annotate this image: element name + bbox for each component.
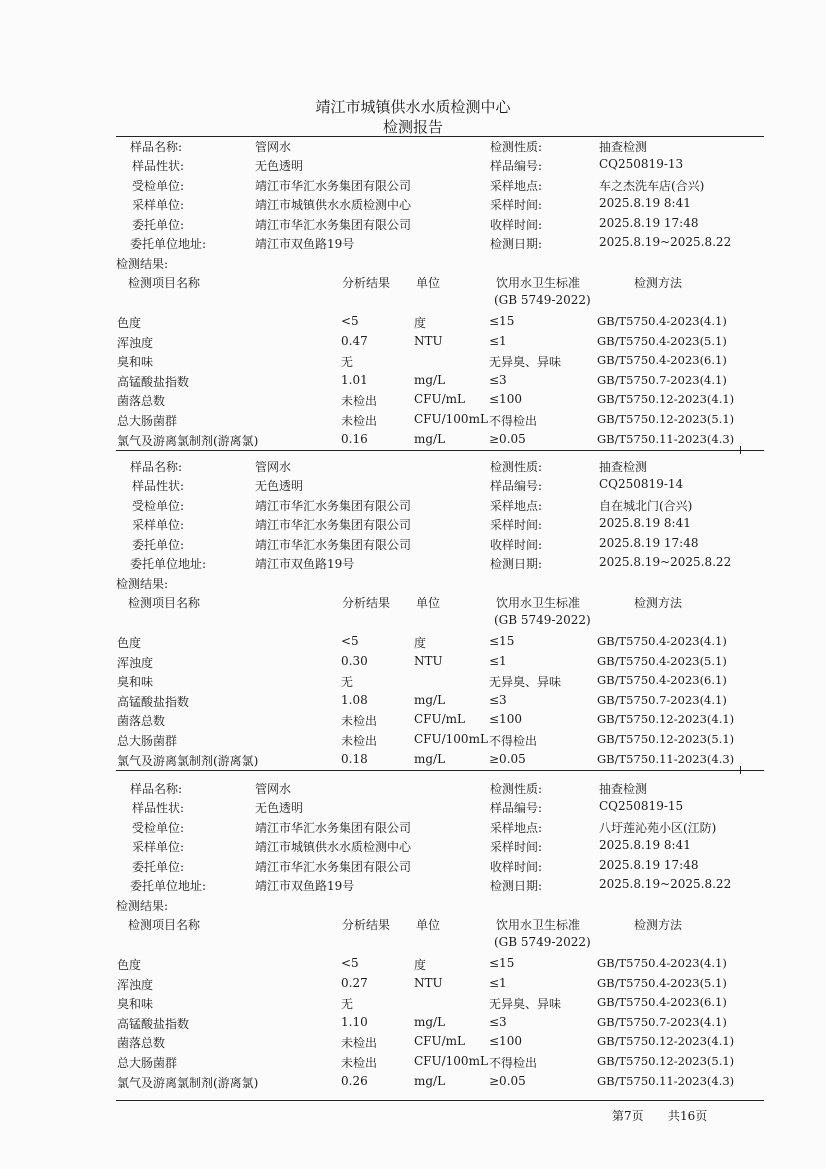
info-value-sample-state: 无色透明 <box>255 801 304 816</box>
info-value-test-date: 2025.8.19~2025.8.22 <box>599 877 732 891</box>
cell-item: 浑浊度 <box>117 335 154 350</box>
info-label-client-unit: 委托单位: <box>132 537 185 552</box>
cell-standard: ≤15 <box>489 956 515 970</box>
info-label-receive-time: 收样时间: <box>490 217 543 232</box>
cell-result: 1.08 <box>341 692 368 707</box>
info-label-sample-no: 样品编号: <box>490 159 543 174</box>
cell-method: GB/T5750.12-2023(5.1) <box>597 412 735 426</box>
info-value-client-unit: 靖江市华汇水务集团有限公司 <box>255 537 412 552</box>
cell-unit: CFU/mL <box>414 392 466 407</box>
cell-unit: CFU/100mL <box>414 732 488 746</box>
cell-standard: ≥0.05 <box>489 1073 526 1088</box>
cell-standard: 无异臭、异味 <box>489 997 562 1012</box>
cell-result: 0.18 <box>341 751 368 766</box>
col-header-result: 分析结果 <box>342 918 391 932</box>
cell-unit: NTU <box>414 653 443 668</box>
col-header-method: 检测方法 <box>634 596 683 610</box>
info-label-receive-time: 收样时间: <box>490 859 543 874</box>
info-label-sampling-site: 采样地点: <box>490 178 543 193</box>
cell-result: 0.16 <box>341 431 368 446</box>
cell-unit: mg/L <box>414 1073 446 1088</box>
info-value-sample-no: CQ250819-14 <box>599 477 684 492</box>
info-value-sampling-unit: 靖江市华汇水务集团有限公司 <box>255 518 412 533</box>
results-label: 检测结果: <box>116 257 169 271</box>
info-value-sampling-site: 车之杰洗车店(合兴) <box>599 178 705 193</box>
cell-unit: mg/L <box>414 692 446 707</box>
cell-standard: ≤100 <box>489 392 522 407</box>
cell-standard: ≥0.05 <box>489 431 526 446</box>
info-value-sampling-site: 自在城北门(合兴) <box>599 498 693 513</box>
col-header-standard: 饮用水卫生标准 <box>496 596 581 610</box>
cell-method: GB/T5750.12-2023(5.1) <box>597 732 735 746</box>
info-value-client-address: 靖江市双鱼路19号 <box>255 557 355 571</box>
info-value-test-nature: 抽查检测 <box>599 140 648 154</box>
cell-result: 1.10 <box>341 1014 368 1029</box>
info-label-sample-no: 样品编号: <box>490 479 543 494</box>
info-value-sample-no: CQ250819-13 <box>599 157 684 172</box>
cell-standard: 不得检出 <box>489 734 538 748</box>
cell-result: 无 <box>341 997 354 1012</box>
cell-method: GB/T5750.7-2023(4.1) <box>597 372 727 387</box>
cell-standard: ≤100 <box>489 712 522 727</box>
info-label-sample-name: 样品名称: <box>130 782 183 796</box>
separator-tick <box>740 446 741 454</box>
cell-result: 未检出 <box>341 734 378 748</box>
cell-method: GB/T5750.12-2023(4.1) <box>597 392 735 407</box>
info-value-inspected-unit: 靖江市华汇水务集团有限公司 <box>255 178 412 193</box>
col-header-method: 检测方法 <box>634 276 683 290</box>
info-value-sampling-unit: 靖江市城镇供水水质检测中心 <box>255 198 412 213</box>
cell-method: GB/T5750.7-2023(4.1) <box>597 1014 727 1029</box>
cell-result: 未检出 <box>341 1036 378 1051</box>
page-number: 第7页 <box>612 1109 644 1123</box>
cell-result: 无 <box>341 675 354 690</box>
cell-method: GB/T5750.4-2023(4.1) <box>597 634 727 648</box>
info-label-sample-name: 样品名称: <box>130 140 183 154</box>
cell-item: 高锰酸盐指数 <box>117 1016 190 1031</box>
col-header-unit: 单位 <box>416 276 441 290</box>
cell-method: GB/T5750.4-2023(5.1) <box>597 975 727 990</box>
cell-item: 菌落总数 <box>117 394 166 409</box>
cell-method: GB/T5750.11-2023(4.3) <box>597 751 735 766</box>
cell-unit: 度 <box>414 636 427 650</box>
info-value-client-unit: 靖江市华汇水务集团有限公司 <box>255 859 412 874</box>
bottom-rule <box>116 1100 764 1101</box>
cell-item: 色度 <box>117 958 142 972</box>
info-label-sampling-time: 采样时间: <box>490 198 543 213</box>
report-title: 检测报告 <box>382 118 443 136</box>
col-header-unit: 单位 <box>416 596 441 610</box>
cell-method: GB/T5750.12-2023(4.1) <box>597 1034 735 1049</box>
cell-method: GB/T5750.11-2023(4.3) <box>597 431 735 446</box>
col-header-result: 分析结果 <box>342 276 391 290</box>
cell-item: 氯气及游离氯制剂(游离氯) <box>117 433 259 448</box>
cell-method: GB/T5750.4-2023(6.1) <box>597 353 727 368</box>
info-label-client-address: 委托单位地址: <box>130 557 207 571</box>
cell-method: GB/T5750.12-2023(5.1) <box>597 1054 735 1068</box>
cell-method: GB/T5750.4-2023(4.1) <box>597 956 727 970</box>
cell-result: 0.26 <box>341 1073 368 1088</box>
cell-unit: mg/L <box>414 751 446 766</box>
info-value-inspected-unit: 靖江市华汇水务集团有限公司 <box>255 498 412 513</box>
info-label-sampling-time: 采样时间: <box>490 840 543 855</box>
info-value-sampling-time: 2025.8.19 8:41 <box>599 838 691 853</box>
cell-unit: CFU/mL <box>414 1034 466 1049</box>
info-label-sample-state: 样品性状: <box>132 159 185 174</box>
cell-method: GB/T5750.11-2023(4.3) <box>597 1073 735 1088</box>
info-label-sampling-time: 采样时间: <box>490 518 543 533</box>
info-value-sample-no: CQ250819-15 <box>599 799 684 814</box>
results-label: 检测结果: <box>116 899 169 913</box>
col-header-item: 检测项目名称 <box>128 276 201 290</box>
cell-result: 无 <box>341 355 354 370</box>
col-header-standard: 饮用水卫生标准 <box>496 276 581 290</box>
info-label-sample-name: 样品名称: <box>130 460 183 474</box>
cell-standard: 不得检出 <box>489 414 538 428</box>
info-value-sample-name: 管网水 <box>255 460 292 474</box>
cell-standard: ≤100 <box>489 1034 522 1049</box>
cell-item: 色度 <box>117 636 142 650</box>
top-rule <box>116 136 764 137</box>
cell-standard: ≤3 <box>489 692 507 707</box>
info-value-sample-state: 无色透明 <box>255 159 304 174</box>
cell-method: GB/T5750.4-2023(5.1) <box>597 333 727 348</box>
info-label-inspected-unit: 受检单位: <box>132 820 185 835</box>
cell-standard: ≤3 <box>489 1014 507 1029</box>
info-label-inspected-unit: 受检单位: <box>132 498 185 513</box>
info-value-client-address: 靖江市双鱼路19号 <box>255 879 355 893</box>
cell-result: 0.30 <box>341 653 368 668</box>
info-label-sample-state: 样品性状: <box>132 479 185 494</box>
cell-item: 高锰酸盐指数 <box>117 374 190 389</box>
cell-item: 总大肠菌群 <box>117 414 178 428</box>
cell-standard: ≥0.05 <box>489 751 526 766</box>
cell-unit: NTU <box>414 975 443 990</box>
cell-standard: ≤15 <box>489 314 515 328</box>
cell-item: 浑浊度 <box>117 655 154 670</box>
cell-standard: ≤1 <box>489 975 507 990</box>
cell-standard: 无异臭、异味 <box>489 675 562 690</box>
cell-result: 未检出 <box>341 714 378 729</box>
info-label-test-nature: 检测性质: <box>490 460 543 474</box>
info-label-sampling-unit: 采样单位: <box>132 518 185 533</box>
cell-result: <5 <box>341 956 359 970</box>
info-value-receive-time: 2025.8.19 17:48 <box>599 857 699 872</box>
org-title: 靖江市城镇供水水质检测中心 <box>315 98 511 116</box>
cell-standard: ≤3 <box>489 372 507 387</box>
cell-item: 臭和味 <box>117 997 154 1012</box>
info-value-inspected-unit: 靖江市华汇水务集团有限公司 <box>255 820 412 835</box>
cell-result: <5 <box>341 634 359 648</box>
separator-tick <box>740 766 741 774</box>
cell-result: 未检出 <box>341 414 378 428</box>
cell-item: 浑浊度 <box>117 977 154 992</box>
info-label-sampling-site: 采样地点: <box>490 820 543 835</box>
cell-result: <5 <box>341 314 359 328</box>
cell-item: 色度 <box>117 316 142 330</box>
cell-unit: mg/L <box>414 1014 446 1029</box>
info-label-receive-time: 收样时间: <box>490 537 543 552</box>
info-label-test-date: 检测日期: <box>490 557 543 571</box>
block-separator <box>116 450 764 451</box>
cell-item: 总大肠菌群 <box>117 1056 178 1070</box>
cell-unit: CFU/100mL <box>414 1054 488 1068</box>
cell-unit: 度 <box>414 958 427 972</box>
info-value-test-nature: 抽查检测 <box>599 782 648 796</box>
page-total: 共16页 <box>668 1109 708 1123</box>
info-label-sample-state: 样品性状: <box>132 801 185 816</box>
info-value-sampling-time: 2025.8.19 8:41 <box>599 196 691 211</box>
cell-unit: mg/L <box>414 372 446 387</box>
cell-standard: ≤15 <box>489 634 515 648</box>
cell-result: 未检出 <box>341 1056 378 1070</box>
info-value-test-date: 2025.8.19~2025.8.22 <box>599 235 732 249</box>
cell-item: 高锰酸盐指数 <box>117 694 190 709</box>
cell-item: 氯气及游离氯制剂(游离氯) <box>117 753 259 768</box>
cell-item: 菌落总数 <box>117 1036 166 1051</box>
info-value-sampling-time: 2025.8.19 8:41 <box>599 516 691 531</box>
info-label-test-nature: 检测性质: <box>490 782 543 796</box>
info-label-inspected-unit: 受检单位: <box>132 178 185 193</box>
cell-item: 氯气及游离氯制剂(游离氯) <box>117 1075 259 1090</box>
info-label-client-unit: 委托单位: <box>132 217 185 232</box>
info-value-sampling-unit: 靖江市城镇供水水质检测中心 <box>255 840 412 855</box>
cell-item: 臭和味 <box>117 675 154 690</box>
info-label-test-date: 检测日期: <box>490 879 543 893</box>
info-value-receive-time: 2025.8.19 17:48 <box>599 215 699 230</box>
col-header-unit: 单位 <box>416 918 441 932</box>
cell-standard: ≤1 <box>489 333 507 348</box>
cell-unit: CFU/100mL <box>414 412 488 426</box>
info-value-receive-time: 2025.8.19 17:48 <box>599 535 699 550</box>
info-value-sample-name: 管网水 <box>255 140 292 154</box>
cell-unit: mg/L <box>414 431 446 446</box>
col-header-method: 检测方法 <box>634 918 683 932</box>
info-label-sampling-unit: 采样单位: <box>132 840 185 855</box>
cell-result: 1.01 <box>341 372 368 387</box>
cell-item: 臭和味 <box>117 355 154 370</box>
info-value-sampling-site: 八圩莲沁苑小区(江防) <box>599 820 717 835</box>
cell-result: 未检出 <box>341 394 378 409</box>
info-label-sampling-site: 采样地点: <box>490 498 543 513</box>
cell-result: 0.47 <box>341 333 368 348</box>
col-header-standard-code: (GB 5749-2022) <box>494 293 591 307</box>
results-label: 检测结果: <box>116 577 169 591</box>
info-label-client-unit: 委托单位: <box>132 859 185 874</box>
cell-method: GB/T5750.7-2023(4.1) <box>597 692 727 707</box>
col-header-standard-code: (GB 5749-2022) <box>494 935 591 949</box>
cell-standard: 不得检出 <box>489 1056 538 1070</box>
block-separator <box>116 770 764 771</box>
cell-unit: 度 <box>414 316 427 330</box>
info-label-client-address: 委托单位地址: <box>130 879 207 893</box>
cell-standard: ≤1 <box>489 653 507 668</box>
cell-method: GB/T5750.4-2023(4.1) <box>597 314 727 328</box>
info-value-client-address: 靖江市双鱼路19号 <box>255 237 355 251</box>
info-label-client-address: 委托单位地址: <box>130 237 207 251</box>
info-value-sample-name: 管网水 <box>255 782 292 796</box>
cell-unit: NTU <box>414 333 443 348</box>
col-header-item: 检测项目名称 <box>128 918 201 932</box>
cell-method: GB/T5750.12-2023(4.1) <box>597 712 735 727</box>
cell-method: GB/T5750.4-2023(5.1) <box>597 653 727 668</box>
col-header-item: 检测项目名称 <box>128 596 201 610</box>
info-value-test-date: 2025.8.19~2025.8.22 <box>599 555 732 569</box>
info-label-test-nature: 检测性质: <box>490 140 543 154</box>
info-value-test-nature: 抽查检测 <box>599 460 648 474</box>
col-header-result: 分析结果 <box>342 596 391 610</box>
info-value-sample-state: 无色透明 <box>255 479 304 494</box>
cell-standard: 无异臭、异味 <box>489 355 562 370</box>
cell-method: GB/T5750.4-2023(6.1) <box>597 995 727 1010</box>
info-label-sampling-unit: 采样单位: <box>132 198 185 213</box>
cell-result: 0.27 <box>341 975 368 990</box>
cell-item: 总大肠菌群 <box>117 734 178 748</box>
cell-method: GB/T5750.4-2023(6.1) <box>597 673 727 688</box>
col-header-standard-code: (GB 5749-2022) <box>494 613 591 627</box>
cell-item: 菌落总数 <box>117 714 166 729</box>
info-label-test-date: 检测日期: <box>490 237 543 251</box>
col-header-standard: 饮用水卫生标准 <box>496 918 581 932</box>
cell-unit: CFU/mL <box>414 712 466 727</box>
info-label-sample-no: 样品编号: <box>490 801 543 816</box>
info-value-client-unit: 靖江市华汇水务集团有限公司 <box>255 217 412 232</box>
